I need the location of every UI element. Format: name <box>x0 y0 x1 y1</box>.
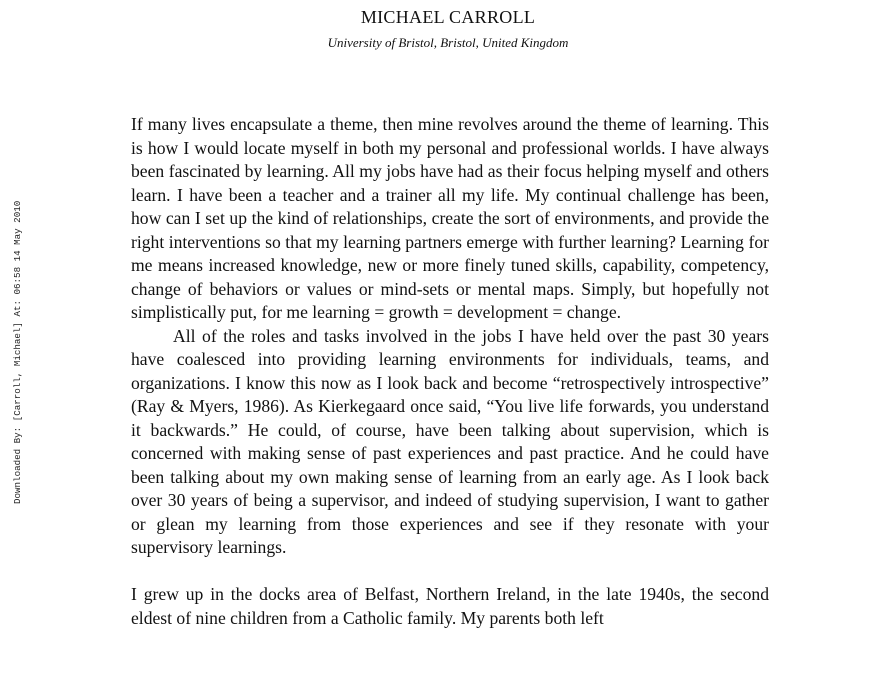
author-name: MICHAEL CARROLL <box>360 7 536 27</box>
download-stamp: Downloaded By: [Carroll, Michael] At: 06:58 14 May 2010 <box>12 200 23 504</box>
article-body <box>131 113 769 630</box>
author-affiliation: University of Bristol, Bristol, United Kingdom <box>327 35 569 50</box>
paragraph-3: I grew up in the docks area of Belfast, Northern Ireland, in the late 1940s, the second eldest of nine children from a Catholic family. My parents both left <box>131 584 769 628</box>
paragraph-2: All of the roles and tasks involved in the jobs I have held over the past 30 years have coalesced into providing learning environments for individuals, teams, and organizations. I know this now as I look back and become “retrospectively introspective” (Ray & Myers, 1986). As Kierkegaard once said, “You live life forwards, you understand it backwards.” He could, of course, have been talking about supervision, which is concerned with making sense of past experiences and past practice. And he could have been talking about my own making sense of learning from an early age. As I look back over 30 years of being a supervisor, and indeed of studying supervision, I want to gather or glean my learning from those experiences and see if they resonate with your supervisory learnings. <box>131 325 769 557</box>
download-stamp-container <box>2 160 23 515</box>
paragraph-1: If many lives encapsulate a theme, then mine revolves around the theme of learning. This is how I would locate myself in both my personal and professional worlds. I have always been fascinated by learning. All my jobs have had as their focus helping myself and others learn. I have been a teacher and a trainer all my life. My continual challenge has been, how can I set up the kind of relationships, create the sort of environments, and provide the right interventions so that my learning partners emerge with further learning? Learning for me means increased knowledge, new or more finely tuned skills, capability, competency, change of behaviors or values or mind-sets or mental maps. Simply, but hopefully not simplistically put, for me learning = growth = development = change. <box>131 114 769 322</box>
